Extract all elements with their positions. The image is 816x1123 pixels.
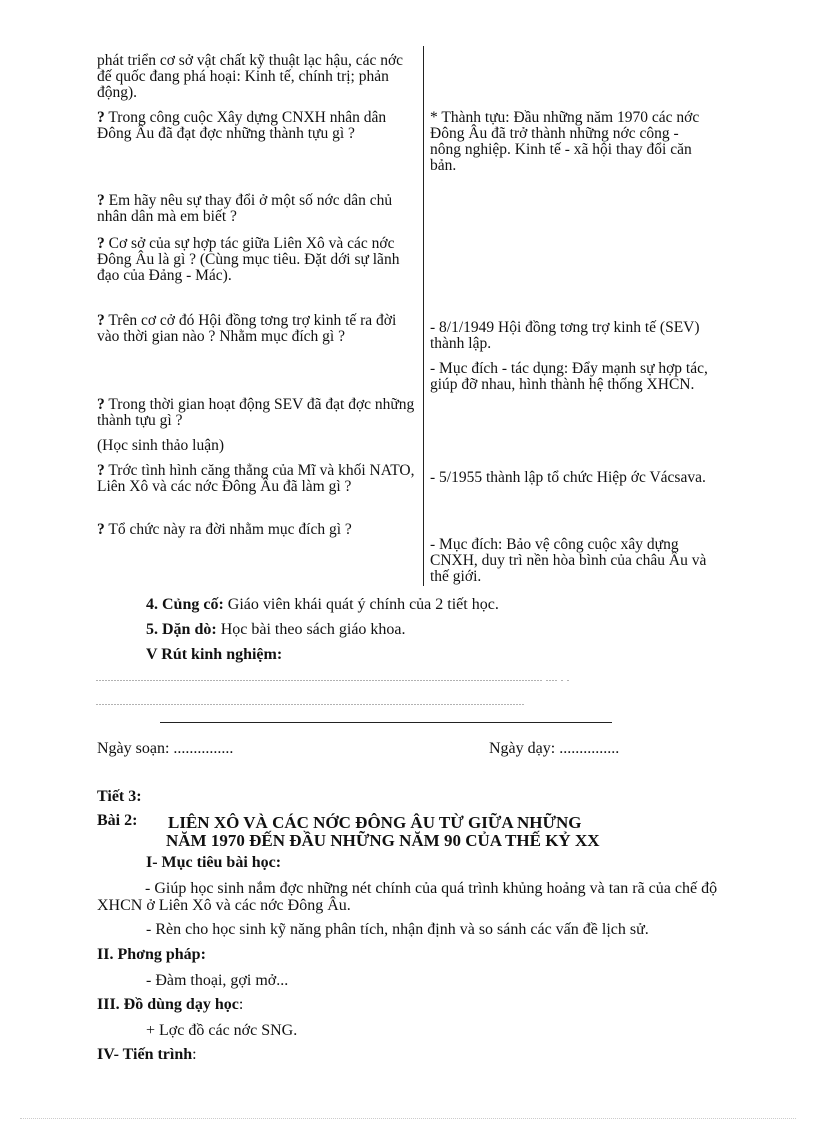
- right-cell-3: - 5/1955 thành lập tổ chức Hiệp ớc Vácsava.: [430, 469, 706, 486]
- left-cell-text: Cơ sở của sự hợp tác giữa Liên Xô và các nớc Đông Âu là gì ? (Cùng mục tiêu. Đặt dới sự lãnh đạo của Đảng - Mác).: [97, 235, 400, 284]
- homework-line: [146, 621, 406, 639]
- equipment-text: + Lợc đồ các nớc SNG.: [146, 1022, 298, 1039]
- experience-label: V Rút kinh nghiệm:: [146, 646, 283, 663]
- lesson-title-line-1: LIÊN XÔ VÀ CÁC NỚC ĐÔNG ÂU TỪ GIỮA NHỮNG: [168, 813, 582, 832]
- left-cell-1: [97, 110, 417, 142]
- left-cell-8: [97, 522, 417, 538]
- process-heading: [97, 1046, 197, 1064]
- objectives-heading: I- Mục tiêu bài học:: [146, 854, 282, 871]
- consolidate-label: 4. Củng cố:: [146, 596, 224, 613]
- left-cell-7: [97, 463, 417, 495]
- right-cell-0: * Thành tựu: Đầu những năm 1970 các nớc Đông Âu đã trở thành những nớc công - nông nghiệp. Kinh tế - xã hội thay đổi căn bản.: [430, 109, 700, 174]
- question-mark: ?: [97, 521, 105, 538]
- process-heading-text: IV- Tiến trình: [97, 1046, 193, 1063]
- question-mark: ?: [97, 396, 105, 413]
- left-cell-text: Trong công cuộc Xây dựng CNXH nhân dân Đông Âu đã đạt đợc những thành tựu gì ?: [97, 109, 387, 142]
- question-mark: ?: [97, 192, 105, 209]
- left-cell-0: [97, 53, 417, 101]
- left-cell-text: (Học sinh thảo luận): [97, 437, 224, 454]
- right-cell-1: - 8/1/1949 Hội đồng tơng trợ kinh tế (SEV) thành lập.: [430, 319, 700, 352]
- period-label: Tiết 3:: [97, 788, 142, 805]
- left-cell-text: Em hãy nêu sự thay đổi ở một số nớc dân chủ nhân dân mà em biết ?: [97, 192, 393, 225]
- experience-heading: [146, 646, 282, 664]
- question-mark: ?: [97, 235, 105, 252]
- method-text: - Đàm thoại, gợi mở...: [146, 972, 289, 989]
- dotted-line-2: ...............................................................................................................................................: [96, 698, 525, 707]
- left-cell-text: Tổ chức này ra đời nhằm mục đích gì ?: [108, 521, 352, 538]
- left-cell-text: Trên cơ cở đó Hội đồng tơng trợ kinh tế ra đời vào thời gian nào ? Nhằm mục đích gì ?: [97, 312, 397, 345]
- dotted-line-1: ..................................................................................................................................................... .... . .: [96, 674, 570, 683]
- lesson-title-line-2: NĂM 1970 ĐẾN ĐẦU NHỮNG NĂM 90 CỦA THẾ KỶ XX: [166, 831, 600, 850]
- question-mark: ?: [97, 312, 105, 329]
- table-divider: [423, 46, 424, 586]
- left-cell-5: [97, 397, 417, 429]
- consolidate-line: [146, 596, 499, 614]
- equipment-heading: [97, 996, 243, 1014]
- question-mark: ?: [97, 109, 105, 126]
- homework-text: Học bài theo sách giáo khoa.: [220, 621, 406, 638]
- homework-label: 5. Dặn dò:: [146, 621, 217, 638]
- question-mark: ?: [97, 462, 105, 479]
- left-cell-text: Trớc tình hình căng thẳng của Mĩ và khối NATO, Liên Xô và các nớc Đông Âu đã làm gì ?: [97, 462, 415, 495]
- right-cell-4: - Mục đích: Bảo vệ công cuộc xây dựng CNXH, duy trì nền hòa bình của châu Âu và thế giới.: [430, 536, 707, 585]
- process-heading-colon: :: [192, 1046, 197, 1063]
- left-cell-text: phát triển cơ sở vật chất kỹ thuật lạc hậu, các nớc đế quốc đang phá hoại: Kinh tế, chính trị; phản động).: [97, 52, 404, 101]
- left-cell-4: [97, 313, 417, 345]
- left-cell-text: Trong thời gian hoạt động SEV đã đạt đợc những thành tựu gì ?: [97, 396, 415, 429]
- objective-2: - Rèn cho học sinh kỹ năng phân tích, nhận định và so sánh các vấn đề lịch sử.: [146, 921, 649, 938]
- right-cell-2: - Mục đích - tác dụng: Đẩy mạnh sự hợp tác, giúp đỡ nhau, hình thành hệ thống XHCN.: [430, 360, 708, 393]
- teach-date: Ngày dạy: ...............: [489, 740, 620, 757]
- objective-1: - Giúp học sinh nắm đợc những nét chính của quá trình khủng hoảng và tan rã của chế độ XHCN ở Liên Xô và các nớc Đông Âu.: [97, 880, 718, 914]
- method-heading: II. Phơng pháp:: [97, 946, 206, 963]
- left-cell-3: [97, 236, 417, 284]
- page-bottom-border: [20, 1118, 796, 1119]
- equipment-heading-text: III. Đồ dùng dạy học: [97, 996, 239, 1013]
- equipment-heading-colon: :: [238, 996, 244, 1013]
- left-cell-2: [97, 193, 417, 225]
- left-cell-6: [97, 438, 417, 454]
- consolidate-text: Giáo viên khái quát ý chính của 2 tiết học.: [227, 596, 499, 613]
- lesson-number: Bài 2:: [97, 812, 138, 829]
- separator-line: [160, 722, 612, 723]
- prep-date: Ngày soạn: ...............: [97, 740, 234, 757]
